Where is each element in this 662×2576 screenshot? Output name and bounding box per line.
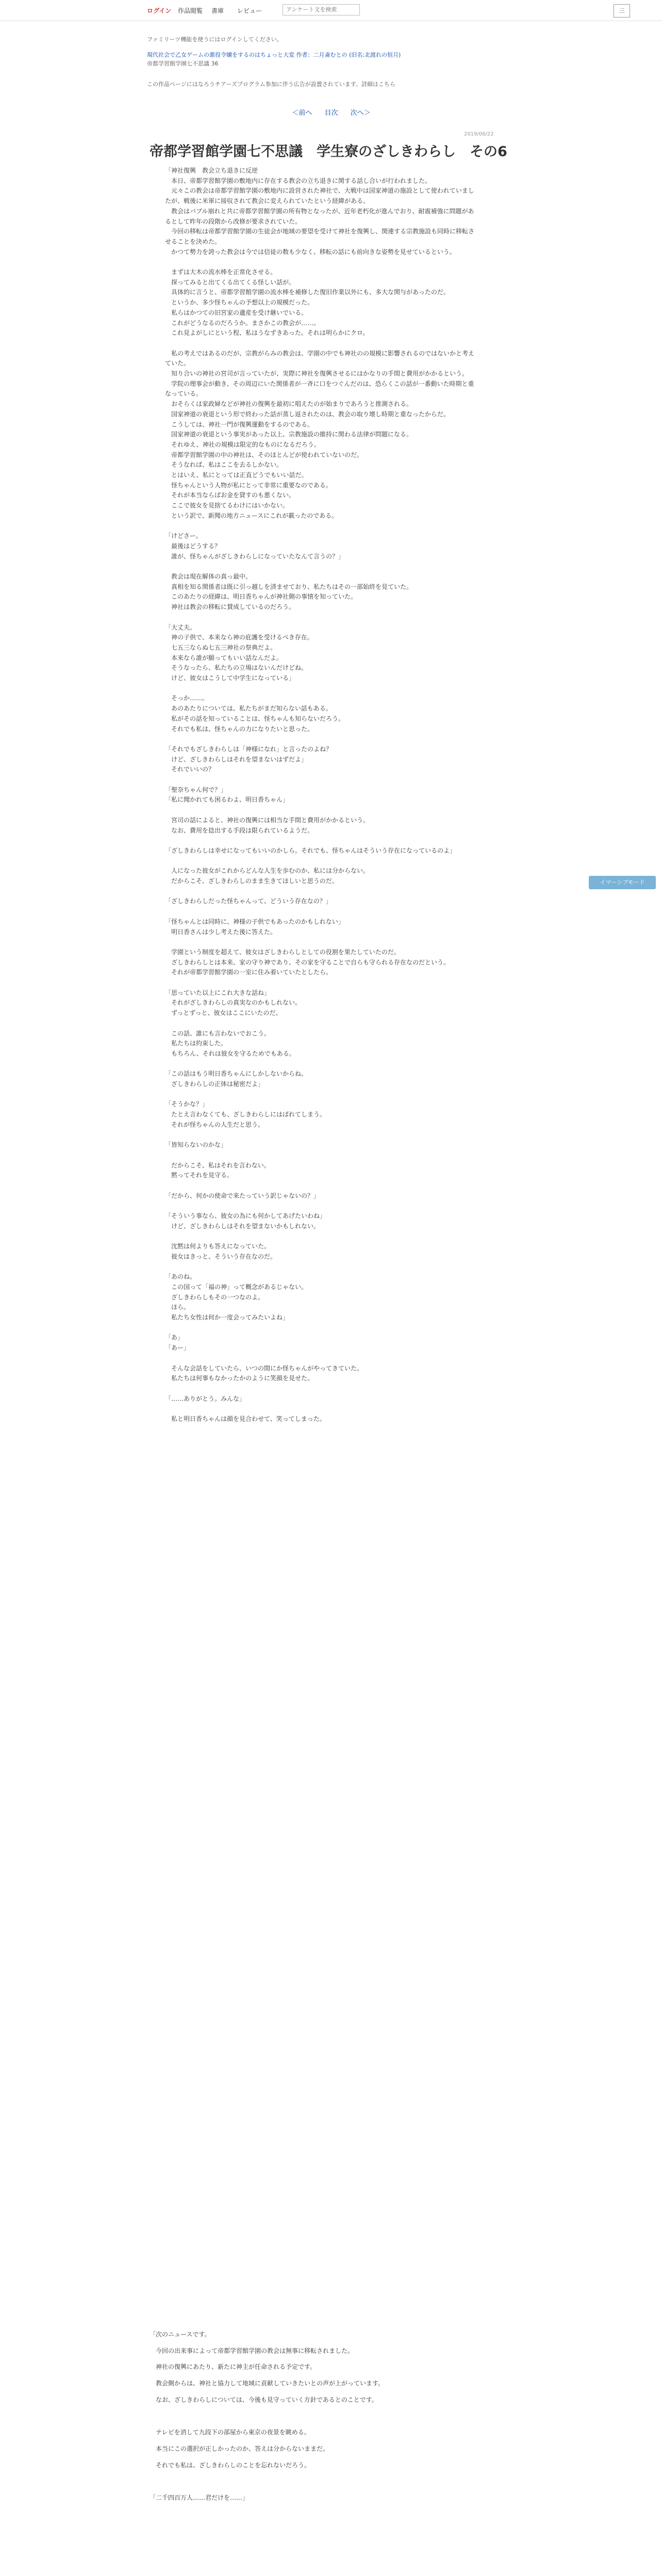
paragraph-gap [165,1262,474,1273]
paragraph: 七五三ならぬ七五三神社の祭典だよ。 [165,643,277,651]
paragraph: 「皆知らないのかな」 [165,1141,227,1149]
paragraph: だからこそ、私はそれを言わない。 [165,1161,270,1169]
paragraph: 国家神道の衰退という形で終わった話が蒸し返されたのは、教会の取り壊し時期と重なったからだ。 [165,410,450,418]
paragraph: 「そういう事なら、彼女の為にも何かしてあげたいわね」 [165,1212,326,1220]
paragraph: 「聖奈ちゃん何で？」 [165,786,227,793]
paragraph: 私の考えではあるのだが、宗教がらみの教会は、学園の中でも神社のの規模に影響されるのではないかと考えていた。 [165,349,475,367]
paragraph: けど、ざしきわらしはそれを望まないかもしれない。 [165,1222,320,1230]
paragraph: この国って「福の神」って概念があるじゃない。 [165,1283,308,1291]
paragraph: 宮司の話によると、神社の復興には相当な手間と費用がかかるという。 [165,816,370,824]
paragraph-gap [165,937,474,947]
paragraph: 誰が、怪ちゃんがざしきわらしになっていたなんて言うの？」 [165,552,345,560]
paragraph: それが帝都学習館学園の一室に住み着いていたとしたら。 [165,969,333,976]
paragraph: だからこそ、ざしきわらしのまま生きてほしいと思うのだ。 [165,877,338,885]
paragraph-gap [165,1384,474,1394]
paragraph: もちろん、それは彼女を守るためでもある。 [165,1049,295,1057]
paragraph: 具体的に言うと、帝都学習館学園の流水棒を補修した復旧作業以外にも、多大な関与があったのだ。 [165,289,450,296]
paragraph: 「だから、何かの使命で来たっていう訳じゃないの？」 [165,1192,320,1199]
paragraph: そんな会話をしていたら、いつの間にか怪ちゃんがやってきていた。 [165,1364,363,1372]
paragraph-gap [165,1090,474,1100]
paragraph: けど、彼女はこうして中学生になっている」 [165,674,295,682]
nav-browse[interactable]: 作品閲覧 [178,7,203,14]
paragraph-gap [165,856,474,867]
paragraph-gap [165,613,474,623]
paragraph: 教会は現在解体の真っ最中。 [165,573,252,581]
paragraph-gap [165,836,474,846]
nav-library[interactable]: 書庫 [211,7,224,14]
paragraph-gap [165,521,474,532]
paragraph: 「……ありがとう。みんな」 [165,1395,246,1402]
paragraph: このあたりの経緯は、明日香ちゃんが神社側の事情を知っていた。 [165,593,357,601]
immersive-button[interactable]: イマーシブモード [589,876,656,889]
paragraph: 今回の出来事によって帝都学習館学園の教会は無事に移転されました。 [150,2347,354,2354]
menu-icon[interactable]: 三 [614,4,630,18]
paragraph: ここで彼女を見捨てるわけにはいかない。 [165,502,289,510]
paragraph: こうしては、神社一門が復興運動をするのである。 [165,420,314,428]
paragraph: それゆえ、神社の規模は限定的なものになるだろう。 [165,440,320,448]
paragraph: それが本当ならばお金を貸すのも悪くない。 [165,492,295,499]
paragraph: 神の子供で、本来なら神の庇護を受けるべき存在。 [165,634,313,641]
paragraph: 神社は教会の移転に賛成しているのだろう。 [165,603,295,611]
paragraph-gap [165,1150,474,1161]
paragraph: 本日、帝都学習館学園の敷地内に存在する教会の立ち退きに関する話し合いが行われました。 [165,177,432,184]
paragraph: 神社の復興にあたり、新たに神主が任命される予定です。 [150,2363,317,2371]
paragraph: それがざしきわらしの真実なのかもしれない。 [165,999,302,1007]
paragraph: 今回の移転は帝都学習館学園の生徒会が地域の要望を受けて神社を復興し、関連する宗教施設も同時に移転させることを決めた。 [165,228,475,245]
paragraph: まずは大木の流水棒を正常化させる。 [165,268,277,276]
paragraph: 元々この教会は帝都学習館学園の敷地内に設営された神社で、大戦中は国家神道の施設として使われていましたが、戦後に米軍に接収されて教会に変えられていたという経緯がある。 [165,187,474,205]
paragraph: 「あ」 [165,1334,184,1342]
paragraph: ざしきわらしの正体は秘密だよ」 [165,1080,264,1088]
paragraph: 本当にこの選択が正しかったのか、答えは分からないままだ。 [150,2445,329,2452]
top-pager [147,107,516,117]
paragraph: なお、ざしきわらしについては、今後も見守っていく方針であるとのことです。 [150,2396,378,2403]
paragraph: そうなれば、私はここを去るしかない。 [165,461,283,469]
paragraph: これがどうなるのだろうか。まさかこの教会が……。 [165,319,320,327]
prev-link[interactable]: ＜前へ [292,109,312,117]
paragraph: それが怪ちゃんの人生だと思う。 [165,1121,264,1128]
paragraph: 探ってみると出てくる出てくる怪しい話が。 [165,278,295,286]
paragraph: 最後はどうする？ [165,542,221,550]
paragraph: 「ざしきわらしだった怪ちゃんって、どういう存在なの？」 [165,897,332,905]
paragraph: 学院の理事会が動き、その周辺にいた関係者が一斉に口をつぐんだのは、恐らくこの話が一番動いた時期と重なっている。 [165,380,474,398]
paragraph: 「思っていた以上にこれ大きな話ね」 [165,989,271,996]
story-body [165,166,474,1425]
page-title: 帝都学習館学園七不思議 学生寮のざしきわらし その6 [150,144,507,160]
after-heading: 「次のニュースです。 [150,2331,211,2338]
paragraph: 「この話はもう明日香ちゃんにしかしないからね。 [165,1070,308,1078]
paragraph: そっか……。 [165,694,209,702]
paragraph: 学園という制度を超えて、彼女はざしきわらしとしての役割を果たしていたのだ。 [165,948,400,956]
paragraph: けど、ざしきわらしはそれを望まないはずだよ」 [165,755,308,763]
paragraph-gap [165,734,474,744]
paragraph-gap [150,2477,492,2487]
paragraph: ほら。 [165,1303,190,1311]
paragraph: 「神社復興 教会立ち退きに反逆 [165,167,258,174]
after-section [150,2324,492,2510]
paragraph: 「あー」 [165,1344,190,1352]
paragraph: あのあたりについては、私たちがまだ知らない話もある。 [165,705,332,713]
paragraph: 「ざしきわらしは幸せになってもいいのかしら。それでも、怪ちゃんはそういう存在になっているのよ」 [165,846,456,854]
paragraph-gap [165,1323,474,1333]
paragraph: これ見よがしにという程、私はうなずきあった。それは明らかにクロ。 [165,329,369,337]
toc-link[interactable]: 目次 [324,109,338,117]
paragraph-gap [150,2412,492,2422]
paragraph-gap [165,338,474,349]
paragraph: 怪ちゃんという人物が私にとって非常に重要なのである。 [165,481,332,489]
paragraph: たとえ言わなくても、ざしきわらしにはばれてしまう。 [165,1111,326,1118]
paragraph: 教会側からは、神社と協力して地域に貢献していきたいとの声が上がっています。 [150,2380,385,2387]
paragraph: 黙ってそれを見守る。 [165,1172,234,1179]
paragraph: テレビを消して九段下の部屋から東京の夜景を眺める。 [150,2429,310,2436]
paragraph: 真相を知る関係者は既に引っ越しを済ませており、私たちはその一部始終を見ていた。 [165,583,413,590]
paragraph-gap [165,1404,474,1414]
paragraph: ざしきわらしもその一つなのよ。 [165,1293,264,1301]
paragraph: 沈黙は何よりも答えになっていた。 [165,1243,271,1250]
chapter-sub: 帝都学習館学園七不思議 36 [147,60,219,67]
publish-date: 2019/06/22 [464,131,494,137]
paragraph: かつて勢力を誇った教会は今では信徒の数も少なく、移転の話にも前向きな姿勢を見せているという。 [165,248,456,256]
paragraph: というか、多少怪ちゃんの予想以上の規模だった。 [165,299,314,307]
paragraph: それでいいの？ [165,766,215,773]
paragraph-gap [165,1059,474,1070]
paragraph: ざしきわらしとは本来、家の守り神であり、その家を守ることで自らも守られる存在なのだという。 [165,958,450,966]
paragraph: そうなったら、私たちの立場はないんだけどね。 [165,664,308,672]
paragraph-gap [165,562,474,572]
paragraph: 私たちは何事もなかったかのように笑顔を見せた。 [165,1375,314,1382]
paragraph-gap [165,805,474,816]
paragraph-gap [165,684,474,694]
paragraph-gap [165,1231,474,1242]
paragraph: 「そうかな？」 [165,1100,209,1108]
ad-note: この作品ページにはなろうチアーズプログラム参加に伴う広告が設置されています。詳細はこちら [147,81,395,88]
paragraph: 「怪ちゃんとは同時に、神様の子供でもあったのかもしれない」 [165,918,344,925]
paragraph: 国家神道の衰退という事実があった以上、宗教施設の維持に関わる法律が問題になる。 [165,431,412,438]
paragraph: ずっとずっと、彼女はここにいたのだ。 [165,1009,282,1017]
next-link[interactable]: 次へ＞ [350,109,371,117]
paragraph-gap [165,978,474,988]
paragraph: 知り合いの神社の宮司が言っていたが、実際に神社を復興させるにはかなりの手間と費用がかかるという。 [165,370,469,378]
paragraph: 私らはかつての旧宮家の遺産を受け継いでいる。 [165,309,308,316]
paragraph-gap [165,887,474,897]
search-input[interactable] [283,4,360,15]
paragraph-gap [165,1019,474,1029]
paragraph: 彼女はきっと、そういう存在なのだ。 [165,1252,277,1260]
nav-review[interactable]: レビュー [237,7,262,14]
paragraph: 私たちは約束した。 [165,1040,227,1047]
top-bar [0,0,662,21]
paragraph: 「二千四百万人……君だけを……」 [150,2494,249,2501]
paragraph: 人になった彼女がこれからどんな人生を歩むのか、私には分からない。 [165,867,370,875]
paragraph: 本来なら誰が願ってもいい話なんだよ。 [165,654,283,662]
paragraph-gap [165,1130,474,1141]
paragraph: 私たち女性は何か一度会ってみたいよね」 [165,1314,289,1321]
paragraph-gap [165,775,474,785]
paragraph: 「それでもざしきわらしは「神様になれ」と言ったのよね？ [165,745,333,753]
paragraph-gap [165,1181,474,1191]
paragraph: 「けどさー。 [165,532,202,540]
paragraph-gap [165,1201,474,1211]
paragraph: おそらくは家政婦などが神社の復興を最初に唱えたのが始まりであろうと推測される。 [165,400,413,408]
paragraph: 「あのね。 [165,1273,196,1281]
paragraph: という訳で、新聞の地方ニュースにこれが載ったのである。 [165,512,338,519]
paragraph: 帝都学習館学園の中の神社は、そのほとんどが使われていないのだ。 [165,451,363,459]
paragraph-gap [165,1353,474,1364]
paragraph: この話、誰にも言わないでおこう。 [165,1029,271,1037]
paragraph: 「大丈夫。 [165,623,196,631]
paragraph: それでも私は、怪ちゃんの力になりたいと思った。 [165,725,314,733]
paragraph: とはいえ、私にとっては正直どうでもいい話だ。 [165,471,308,479]
paragraph: 「私に聞かれても困るわよ、明日香ちゃん」 [165,796,289,804]
paragraph-gap [165,257,474,267]
paragraph: それでも私は、ざしきわらしのことを忘れないだろう。 [150,2461,311,2469]
notice: ファミリーツ機能を使うにはログインしてください。 [147,36,283,43]
paragraph: なお、費用を捻出する手段は限られているようだ。 [165,826,314,834]
paragraph-gap [165,907,474,917]
paragraph: 私がその話を知っていることは、怪ちゃんも知らないだろう。 [165,715,345,722]
paragraph: 明日香さんは少し考えた後に答えた。 [165,928,277,936]
paragraph: 私と明日香ちゃんは顔を見合わせて、笑ってしまった。 [165,1415,326,1423]
paragraph: 教会はパブル崩れと共に帝都学習館学園の所有物となったが、近年老朽化が進んでおり、耐震補強に問題があるとして昨年の段階から改修が要求されていた。 [165,207,474,225]
breadcrumb[interactable]: 現代社会で乙女ゲームの悪役令嬢をするのはちょっと大変 作者：二月斎むとの (旧名:北渡れの恒月) [147,52,401,58]
login-link[interactable]: ログイン [147,7,172,14]
